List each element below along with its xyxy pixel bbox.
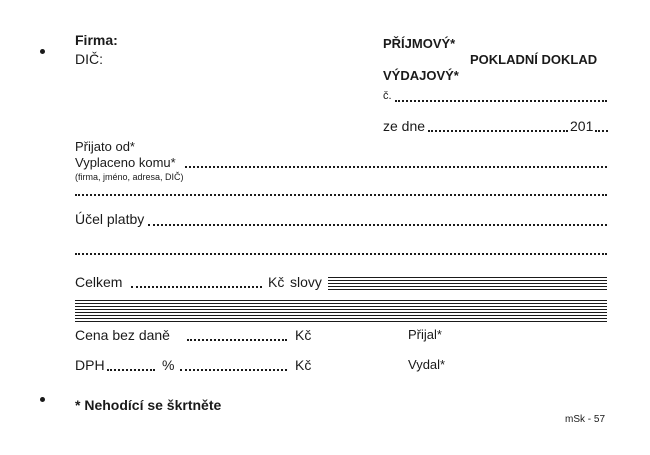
vat-amount-field[interactable] [180,369,287,371]
party-field[interactable] [185,166,607,168]
party-field-line-2[interactable] [75,194,607,196]
amount-in-words-field-line-2[interactable] [75,300,607,323]
net-price-label: Cena bez daně [75,327,170,343]
year-suffix-field[interactable] [595,130,608,132]
type-income-label: PŘÍJMOVÝ* [383,36,456,51]
binder-hole-top [40,49,45,54]
dic-label: DIČ: [75,51,103,67]
received-by-label: Přijal* [408,327,442,342]
binder-hole-bottom [40,397,45,402]
date-label: ze dne [383,118,426,134]
net-price-currency: Kč [295,327,312,343]
total-label: Celkem [75,274,123,290]
paid-to-label: Vyplaceno komu* [75,155,176,170]
number-field[interactable] [395,100,607,102]
document-title: POKLADNÍ DOKLAD [470,52,598,67]
net-price-field[interactable] [187,339,287,341]
vat-currency: Kč [295,357,312,373]
year-prefix: 201 [570,118,594,134]
amount-in-words-field[interactable] [328,277,607,291]
vat-label: DPH [75,357,105,373]
issued-by-label: Vydal* [408,357,446,372]
in-words-label: slovy [290,274,322,290]
total-currency: Kč [268,274,285,290]
total-amount-field[interactable] [131,286,262,288]
received-from-label: Přijato od* [75,139,135,154]
type-expense-label: VÝDAJOVÝ* [383,68,459,83]
purpose-field-line-2[interactable] [75,253,607,255]
form-code: mSk - 57 [565,414,606,425]
vat-rate-field[interactable] [107,369,155,371]
purpose-field[interactable] [148,224,607,226]
strike-note: * Nehodící se škrtněte [75,397,222,413]
purpose-label: Účel platby [75,211,145,227]
firma-label: Firma: [75,32,118,48]
vat-percent-sign: % [162,357,175,373]
party-hint: (firma, jméno, adresa, DIČ) [75,172,184,182]
date-field[interactable] [428,130,568,132]
number-label: č. [383,90,392,102]
